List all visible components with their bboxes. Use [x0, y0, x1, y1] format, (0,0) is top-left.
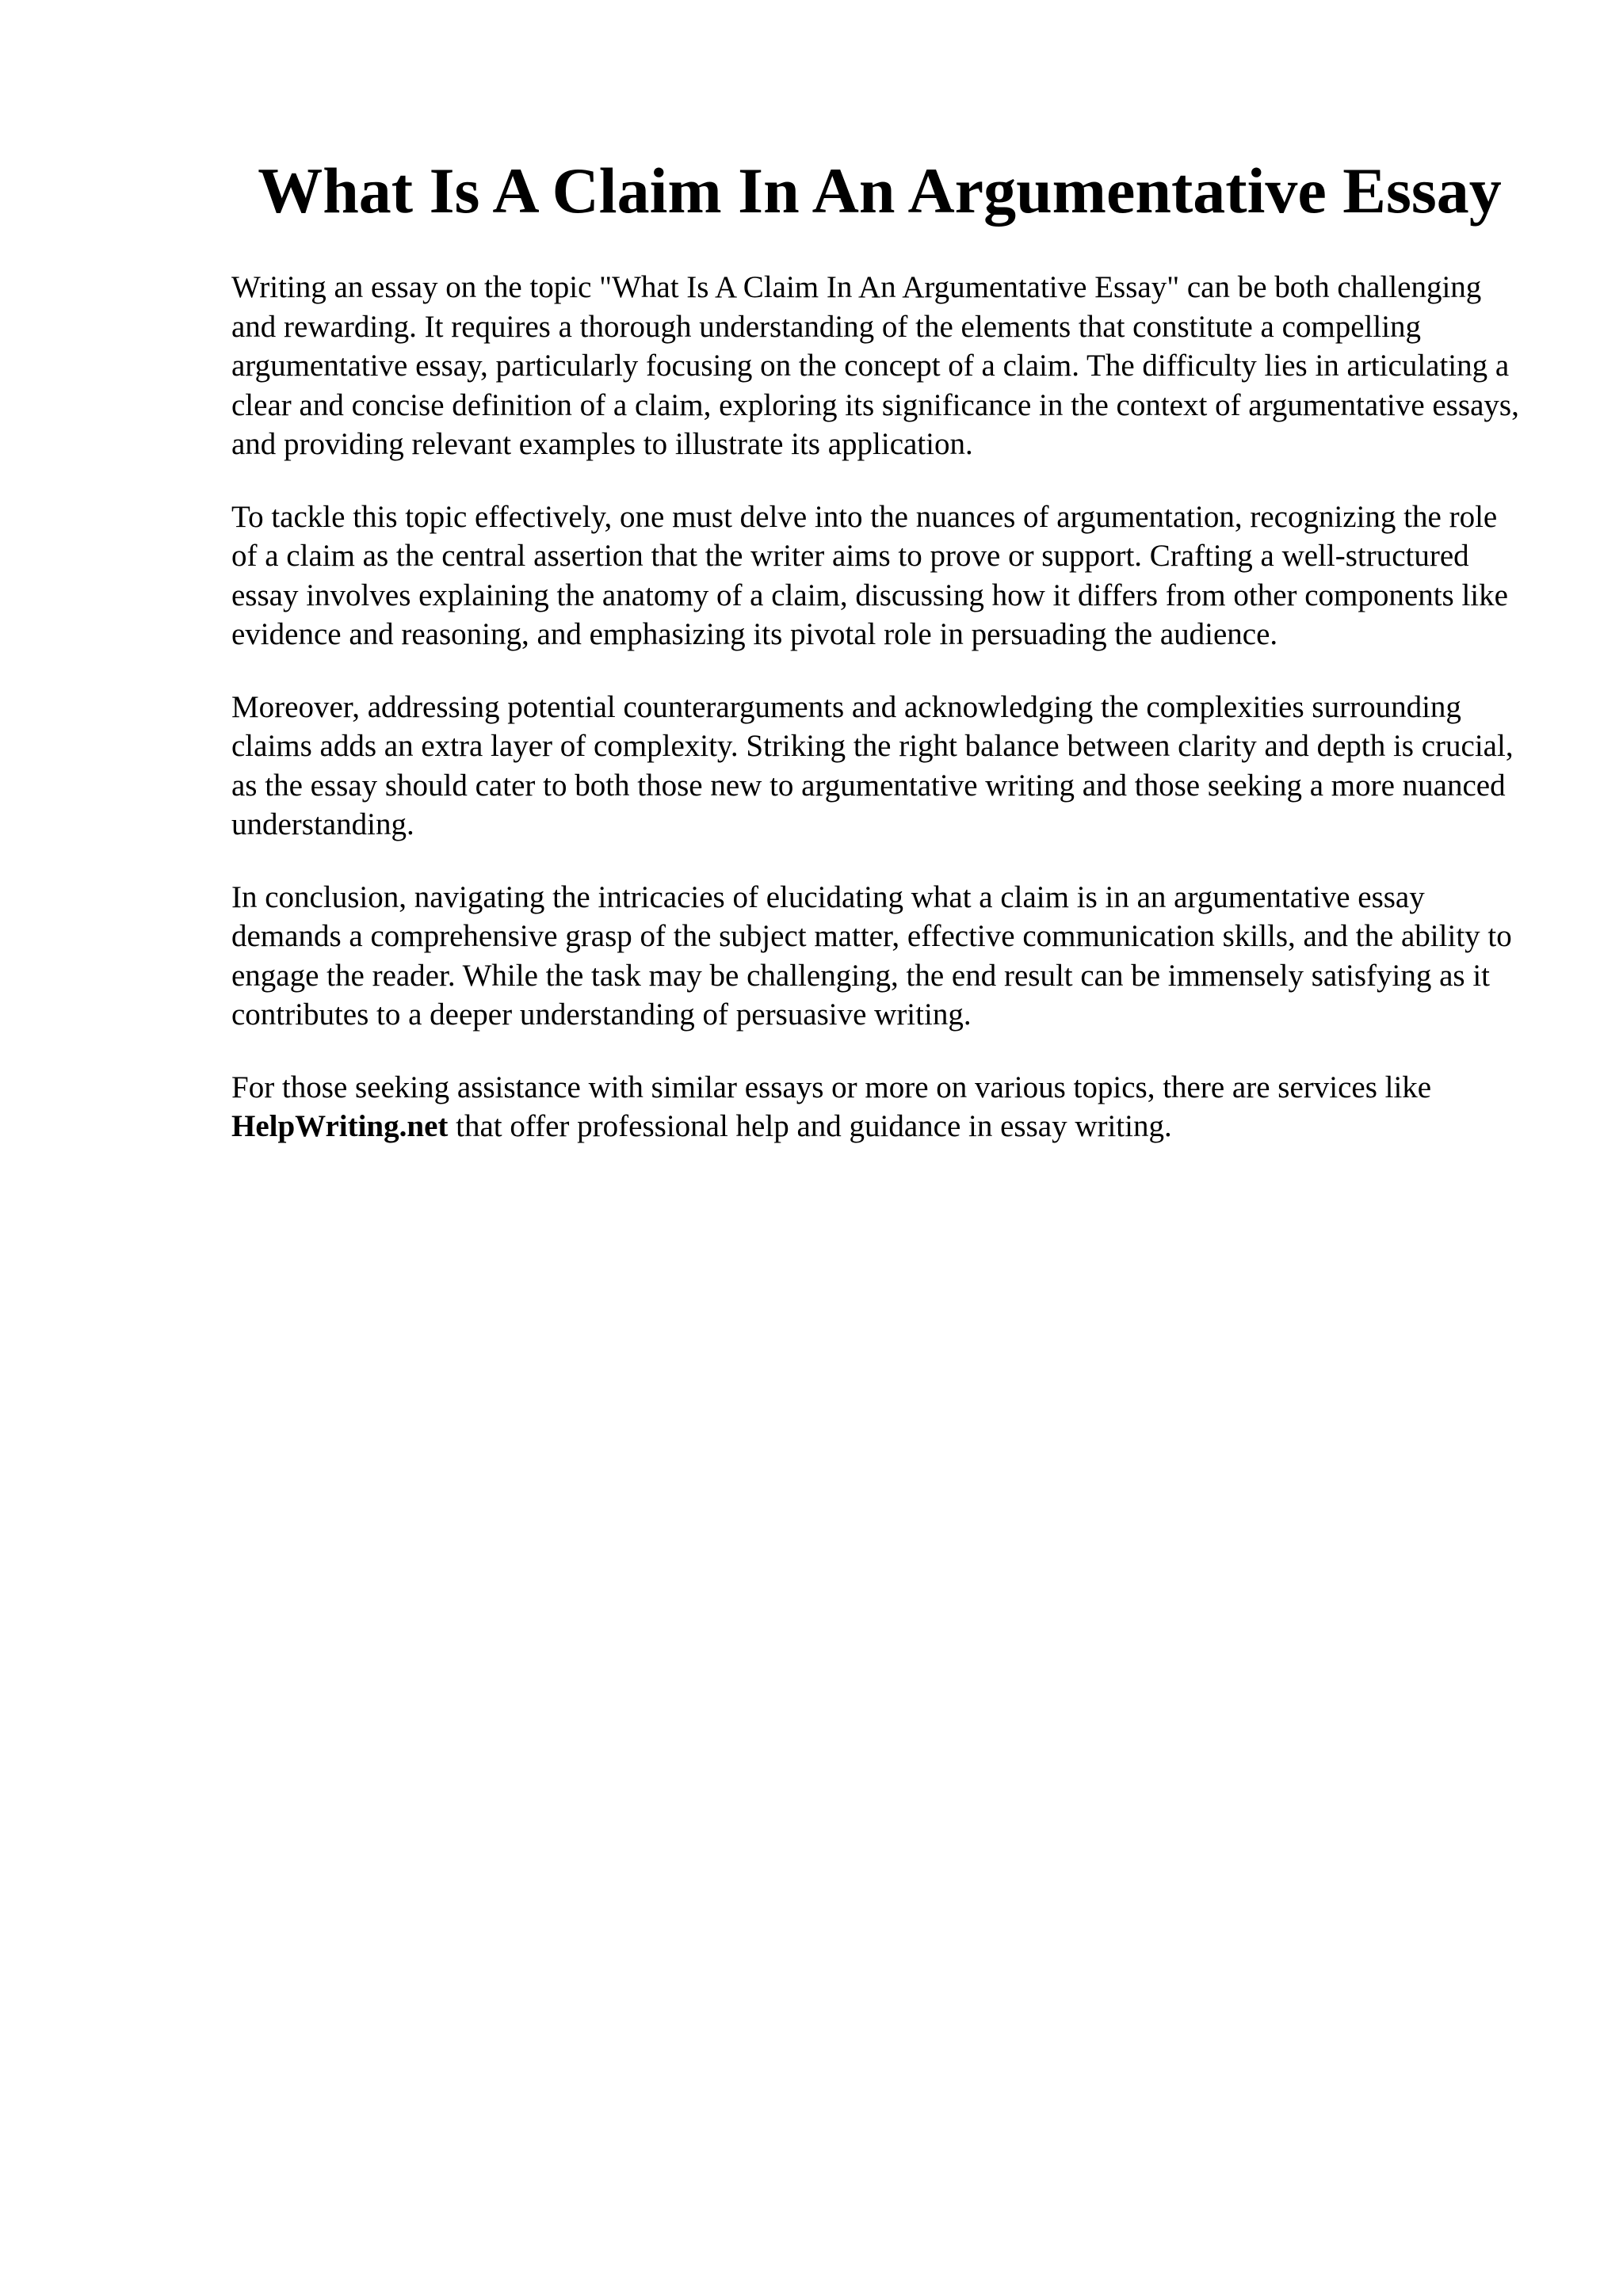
paragraph-counterarguments: Moreover, addressing potential counterarguments and acknowledging the complexities surrounding claims adds an extra layer of complexity. Striking the right balance between clarity and depth is crucial, as the essay should cater to both those new to argumentative writing and those seeking a more nuanced understanding. [231, 689, 1514, 841]
paragraph-conclusion: In conclusion, navigating the intricacies of elucidating what a claim is in an argumentative essay demands a comprehensive grasp of the subject matter, effective communication skills, and the ability to engage the reader. While the task may be challenging, the end result can be immensely satisfying as it contributes to a deeper understanding of persuasive writing. [231, 879, 1512, 1032]
closing-text-after: that offer professional help and guidance in essay writing. [448, 1109, 1172, 1143]
paragraph-approach: To tackle this topic effectively, one must delve into the nuances of argumentation, recognizing the role of a claim as the central assertion that the writer aims to prove or support. Crafting a well-structured essay involves explaining the anatomy of a claim, discussing how it differs from other components like evidence and reasoning, and emphasizing its pivotal role in persuading the audience. [231, 499, 1508, 651]
essay-body [231, 268, 1523, 1180]
closing-text-before: For those seeking assistance with similar essays or more on various topics, there are services like [231, 1070, 1432, 1104]
page-title: What Is A Claim In An Argumentative Essay [258, 154, 1502, 227]
brand-name: HelpWriting.net [231, 1109, 449, 1143]
paragraph-intro: Writing an essay on the topic "What Is A Claim In An Argumentative Essay" can be both challenging and rewarding. It requires a thorough understanding of the elements that constitute a compelling argumentative essay, particularly focusing on the concept of a claim. The difficulty lies in articulating a clear and concise definition of a claim, exploring its significance in the context of argumentative essays, and providing relevant examples to illustrate its application. [231, 270, 1519, 461]
paragraph-closing [231, 1068, 1523, 1146]
